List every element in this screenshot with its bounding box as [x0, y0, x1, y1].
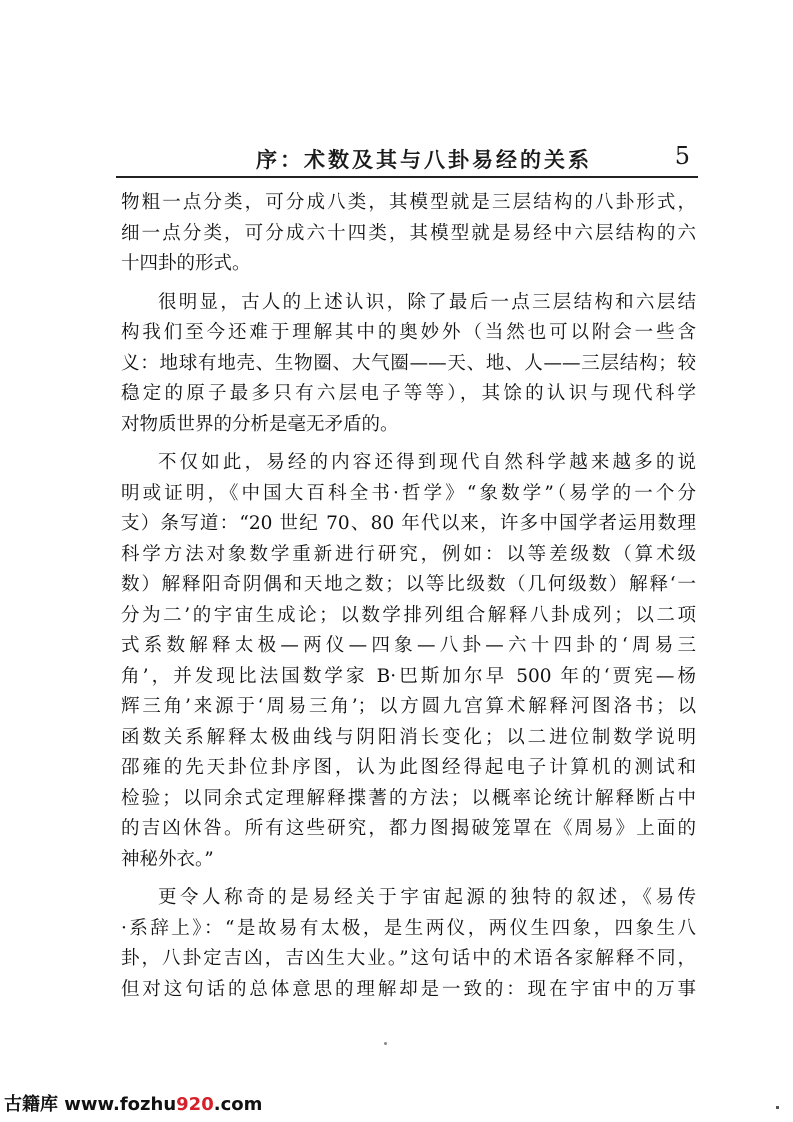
watermark-prefix: 古籍库 www.fozhu [4, 1094, 177, 1115]
scan-speck [384, 1042, 387, 1045]
chapter-title: 序：术数及其与八卦易经的关系 [256, 147, 592, 172]
text-line: 很明显，古人的上述认识，除了最后一点三层结构和六层结 [158, 291, 696, 313]
text-line: 构我们至今还难于理解其中的奥妙外（当然也可以附会一些含 [121, 322, 696, 343]
scan-corner-mark [776, 1106, 779, 1109]
text-line: 细一点分类，可分成六十四类，其模型就是易经中六层结构的六 [121, 222, 696, 244]
text-line: 科学方法对象数学重新进行研究，例如：以等差级数（算术级 [121, 543, 696, 565]
text-line: 明或证明，《中国大百科全书·哲学》“象数学”（易学的一个分 [121, 482, 696, 504]
text-line: 邵雍的先天卦位卦序图，认为此图经得起电子计算机的测试和 [121, 757, 696, 778]
body-text [121, 188, 696, 1005]
text-line: 不仅如此，易经的内容还得到现代自然科学越来越多的说 [158, 452, 696, 473]
text-line: 支）条写道：“20 世纪 70、80 年代以来，许多中国学者运用数理 [121, 513, 696, 534]
text-line: 函数关系解释太极曲线与阴阳消长变化；以二进位制数学说明 [121, 726, 696, 748]
text-line: 但对这句话的总体意思的理解却是一致的：现在宇宙中的万事 [121, 978, 696, 1000]
text-line: 对物质世界的分析是毫无矛盾的。 [121, 413, 399, 435]
text-line: 式系数解释太极—两仪—四象—八卦—六十四卦的‘周易三 [121, 635, 696, 656]
text-line: 分为二’的宇宙生成论；以数学排列组合解释八卦成列；以二项 [121, 604, 696, 626]
text-line: 十四卦的形式。 [121, 253, 251, 274]
text-line: 义：地球有地壳、生物圈、大气圈——天、地、人——三层结构；较 [121, 352, 696, 374]
watermark-number: 920 [176, 1094, 214, 1115]
text-line: 神秘外衣。” [121, 848, 214, 870]
text-line: ·系辞上》：“是故易有太极，是生两仪，两仪生四象，四象生八 [121, 917, 696, 939]
text-line: 辉三角’来源于‘周易三角’；以方圆九宫算术解释河图洛书；以 [121, 696, 696, 717]
watermark-suffix: .com [213, 1094, 263, 1115]
text-line: 数）解释阳奇阴偶和天地之数；以等比级数（几何级数）解释‘一 [121, 574, 696, 595]
running-header [116, 140, 698, 178]
page-number: 5 [674, 142, 690, 170]
watermark-site [4, 1090, 262, 1116]
text-line: 角’，并发现比法国数学家 B·巴斯加尔早 500 年的‘贾宪—杨 [121, 665, 696, 687]
text-line: 卦，八卦定吉凶，吉凶生大业。”这句话中的术语各家解释不同， [121, 948, 696, 969]
text-line: 的吉凶休咎。所有这些研究，都力图揭破笼罩在《周易》上面的 [121, 818, 696, 839]
text-line: 物粗一点分类，可分成八类，其模型就是三层结构的八卦形式， [121, 192, 696, 213]
text-line: 检验；以同余式定理解释揲蓍的方法；以概率论统计解释断占中 [121, 787, 696, 809]
text-line: 更令人称奇的是易经关于宇宙起源的独特的叙述，《易传 [158, 887, 696, 908]
text-line: 稳定的原子最多只有六层电子等等），其馀的认识与现代科学 [121, 383, 696, 404]
